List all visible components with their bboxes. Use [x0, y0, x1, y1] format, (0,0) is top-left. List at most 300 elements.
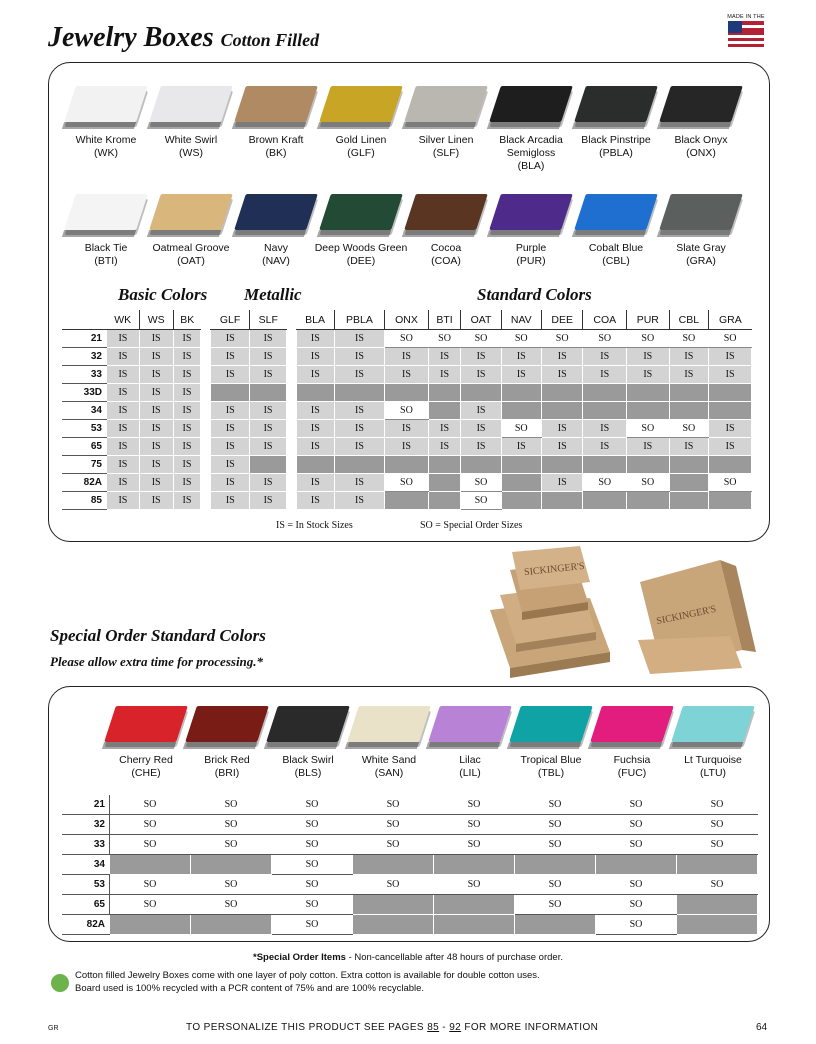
swatch-code: (CHE) [131, 767, 161, 779]
availability-cell: IS [541, 366, 583, 384]
swatch-bls [266, 698, 350, 788]
availability-cell [428, 456, 461, 474]
swatch-wk [64, 78, 148, 168]
availability-cell: IS [428, 348, 461, 366]
swatch-name: White Krome [75, 134, 137, 146]
availability-cell [583, 456, 627, 474]
availability-cell [677, 915, 758, 935]
swatch-box-image [347, 706, 431, 742]
column-group-gap [286, 384, 296, 402]
availability-cell [627, 492, 670, 510]
swatch-name: Black Tie [84, 242, 128, 254]
column-header-nav: NAV [501, 310, 541, 330]
row-size-label: 82A [62, 915, 110, 935]
availability-cell [583, 492, 627, 510]
swatch-code: (DEE) [346, 255, 376, 267]
swatch-code: (WS) [179, 147, 203, 159]
swatch-name: Black Arcadia Semigloss [499, 134, 563, 159]
column-group-gap [201, 384, 211, 402]
availability-cell [501, 402, 541, 420]
swatch-label [483, 134, 579, 173]
availability-cell: SO [110, 815, 191, 835]
availability-cell: IS [107, 420, 140, 438]
swatch-name: Brown Kraft [248, 134, 304, 146]
availability-cell [515, 855, 596, 875]
swatch-gra [659, 186, 743, 276]
availability-cell: SO [515, 795, 596, 815]
column-group-gap [286, 456, 296, 474]
special-order-note-text: - Non-cancellable after 48 hours of purchase order. [345, 952, 563, 963]
swatch-box-image [319, 86, 403, 122]
swatch-label [143, 134, 239, 160]
page-number: 64 [756, 1022, 768, 1033]
availability-cell [353, 915, 434, 935]
availability-cell: IS [250, 438, 287, 456]
availability-cell: IS [139, 420, 173, 438]
availability-cell [709, 456, 752, 474]
availability-cell [385, 384, 429, 402]
table-row [62, 474, 752, 492]
availability-cell: SO [461, 474, 501, 492]
availability-cell [541, 402, 583, 420]
legend-in-stock: IS = In Stock Sizes [276, 520, 353, 531]
availability-cell: SO [272, 815, 353, 835]
availability-cell: IS [583, 366, 627, 384]
availability-cell: IS [583, 348, 627, 366]
availability-cell: SO [669, 330, 709, 348]
availability-cell: SO [110, 835, 191, 855]
availability-cell: SO [501, 420, 541, 438]
availability-cell: SO [677, 795, 758, 815]
swatch-code: (WK) [94, 147, 118, 159]
availability-cell: IS [669, 438, 709, 456]
availability-cell [334, 384, 384, 402]
availability-cell [428, 402, 461, 420]
availability-cell: SO [110, 875, 191, 895]
availability-cell: SO [434, 835, 515, 855]
column-group-gap [201, 420, 211, 438]
availability-cell [334, 456, 384, 474]
availability-cell: IS [385, 420, 429, 438]
column-header-wk: WK [107, 310, 140, 330]
availability-cell: IS [250, 474, 287, 492]
row-size-label: 53 [62, 875, 110, 895]
swatch-box-image [428, 706, 512, 742]
availability-cell: IS [139, 330, 173, 348]
swatch-box-image [489, 194, 573, 230]
availability-cell: IS [173, 366, 201, 384]
special-order-note [0, 952, 816, 963]
availability-cell: IS [250, 420, 287, 438]
availability-cell: SO [515, 875, 596, 895]
availability-cell [709, 384, 752, 402]
swatch-box-image [671, 706, 755, 742]
swatch-name: Deep Woods Green [314, 242, 408, 254]
header-corner [62, 310, 107, 330]
availability-cell: IS [709, 348, 752, 366]
swatch-label [143, 242, 239, 268]
title-subtitle: Cotton Filled [220, 30, 320, 50]
availability-cell: IS [211, 330, 250, 348]
availability-cell: IS [139, 366, 173, 384]
availability-cell [541, 384, 583, 402]
footer-text-pre: TO PERSONALIZE THIS PRODUCT SEE PAGES [186, 1022, 428, 1033]
availability-cell: IS [211, 492, 250, 510]
swatch-label [398, 242, 494, 268]
availability-cell [627, 384, 670, 402]
availability-cell: SO [434, 875, 515, 895]
swatch-code: (TBL) [537, 767, 565, 779]
swatch-box-image [149, 86, 233, 122]
availability-cell: SO [272, 835, 353, 855]
availability-cell: IS [139, 384, 173, 402]
availability-cell: IS [107, 456, 140, 474]
column-header-coa: COA [583, 310, 627, 330]
swatch-code: (BK) [265, 147, 287, 159]
availability-cell: IS [211, 438, 250, 456]
availability-cell: IS [541, 348, 583, 366]
row-size-label: 65 [62, 438, 107, 456]
row-size-label: 34 [62, 855, 110, 875]
availability-cell: IS [334, 492, 384, 510]
column-group-gap [286, 330, 296, 348]
swatch-name: Cherry Red [119, 754, 173, 766]
swatch-pbla [574, 78, 658, 168]
swatch-name: Tropical Blue [520, 754, 582, 766]
column-header-bk: BK [173, 310, 201, 330]
swatch-code: (FUC) [617, 767, 647, 779]
swatch-label [228, 242, 324, 268]
table-row [62, 492, 752, 510]
swatch-box-image [509, 706, 593, 742]
availability-cell: SO [353, 815, 434, 835]
made-in-usa-badge [724, 14, 768, 50]
availability-cell: SO [353, 835, 434, 855]
availability-cell [541, 456, 583, 474]
availability-cell: IS [173, 438, 201, 456]
availability-cell: SO [709, 474, 752, 492]
availability-cell: IS [139, 438, 173, 456]
availability-cell [296, 456, 334, 474]
availability-cell: IS [107, 330, 140, 348]
swatch-onx [659, 78, 743, 168]
swatch-tbl [509, 698, 593, 788]
availability-cell: IS [627, 366, 670, 384]
column-group-gap [201, 474, 211, 492]
availability-cell [296, 384, 334, 402]
availability-cell: IS [211, 348, 250, 366]
availability-cell: IS [334, 420, 384, 438]
availability-cell: IS [428, 438, 461, 456]
swatch-che [104, 698, 188, 788]
swatch-code: (BLS) [294, 767, 322, 779]
availability-cell: IS [583, 438, 627, 456]
availability-cell: IS [211, 456, 250, 474]
availability-cell [669, 402, 709, 420]
availability-cell: SO [110, 895, 191, 915]
swatch-bri [185, 698, 269, 788]
availability-cell: IS [139, 348, 173, 366]
row-size-label: 33 [62, 835, 110, 855]
availability-cell: IS [107, 474, 140, 492]
swatch-san [347, 698, 431, 788]
column-group-gap [286, 402, 296, 420]
photo-brand-label-2: SICKINGER'S [655, 603, 718, 628]
availability-cell [110, 855, 191, 875]
availability-cell: IS [173, 384, 201, 402]
swatch-slf [404, 78, 488, 168]
availability-cell: IS [428, 366, 461, 384]
availability-cell: SO [669, 420, 709, 438]
availability-cell [461, 456, 501, 474]
availability-cell: IS [107, 402, 140, 420]
availability-cell: IS [173, 330, 201, 348]
swatch-name: Cobalt Blue [588, 242, 644, 254]
swatch-lil [428, 698, 512, 788]
cotton-note-line1: Cotton filled Jewelry Boxes come with one layer of poly cotton. Extra cotton is available for double cotton uses. [75, 970, 540, 981]
availability-cell [515, 915, 596, 935]
swatch-name: Fuchsia [613, 754, 651, 766]
availability-cell [110, 915, 191, 935]
table-row [62, 348, 752, 366]
availability-cell: IS [107, 492, 140, 510]
swatch-bti [64, 186, 148, 276]
availability-cell [434, 895, 515, 915]
availability-cell: IS [334, 348, 384, 366]
swatch-name: Black Pinstripe [581, 134, 651, 146]
table-row [62, 815, 758, 835]
column-group-gap [201, 310, 211, 330]
swatch-fuc [590, 698, 674, 788]
swatch-box-image [319, 194, 403, 230]
swatch-code: (COA) [431, 255, 461, 267]
availability-cell: SO [501, 330, 541, 348]
footer-page-link-b[interactable]: 92 [449, 1022, 462, 1033]
availability-cell: IS [709, 366, 752, 384]
availability-cell: SO [596, 835, 677, 855]
availability-cell: SO [385, 330, 429, 348]
column-header-pur: PUR [627, 310, 670, 330]
availability-cell: IS [296, 348, 334, 366]
availability-cell: SO [353, 795, 434, 815]
swatch-bk [234, 78, 318, 168]
column-group-gap [286, 310, 296, 330]
swatch-box-image [574, 86, 658, 122]
availability-cell: IS [173, 474, 201, 492]
availability-cell [669, 492, 709, 510]
availability-cell [385, 456, 429, 474]
swatch-name: Black Onyx [674, 134, 728, 146]
availability-cell: IS [173, 348, 201, 366]
availability-cell: SO [385, 474, 429, 492]
availability-cell [501, 474, 541, 492]
availability-cell: SO [627, 474, 670, 492]
swatch-name: Navy [264, 242, 288, 254]
column-group-gap [286, 438, 296, 456]
availability-cell [353, 895, 434, 915]
availability-cell [434, 915, 515, 935]
availability-cell: SO [596, 895, 677, 915]
swatch-name: White Swirl [164, 134, 218, 146]
table-row [62, 402, 752, 420]
column-header-bla: BLA [296, 310, 334, 330]
swatch-name: Oatmeal Groove [152, 242, 230, 254]
availability-cell: IS [334, 438, 384, 456]
availability-cell: IS [250, 366, 287, 384]
availability-cell [501, 384, 541, 402]
availability-cell: SO [709, 330, 752, 348]
availability-cell: IS [296, 366, 334, 384]
availability-cell [353, 855, 434, 875]
availability-cell: IS [334, 402, 384, 420]
photo-brand-label: SICKINGER'S [523, 560, 586, 579]
cotton-note-line2: Board used is 100% recycled with a PCR content of 75% and are 100% recyclable. [75, 983, 425, 994]
availability-cell: IS [334, 330, 384, 348]
availability-cell: SO [583, 474, 627, 492]
availability-cell: IS [334, 366, 384, 384]
column-header-dee: DEE [541, 310, 583, 330]
column-group-gap [286, 420, 296, 438]
availability-cell [669, 384, 709, 402]
swatch-box-image [659, 86, 743, 122]
column-group-gap [286, 366, 296, 384]
availability-cell: SO [191, 815, 272, 835]
column-group-gap [286, 492, 296, 510]
availability-cell: SO [677, 875, 758, 895]
availability-cell: IS [107, 366, 140, 384]
column-header-cbl: CBL [669, 310, 709, 330]
availability-cell: IS [250, 492, 287, 510]
column-group-gap [201, 402, 211, 420]
availability-cell: IS [211, 402, 250, 420]
availability-cell: SO [191, 895, 272, 915]
availability-cell: SO [191, 835, 272, 855]
table-row [62, 795, 758, 815]
availability-cell: IS [211, 420, 250, 438]
row-size-label: 33D [62, 384, 107, 402]
row-size-label: 34 [62, 402, 107, 420]
availability-cell: SO [596, 815, 677, 835]
swatch-coa [404, 186, 488, 276]
availability-cell: SO [677, 815, 758, 835]
availability-cell [583, 384, 627, 402]
row-size-label: 53 [62, 420, 107, 438]
swatch-bla [489, 78, 573, 172]
availability-cell: IS [107, 384, 140, 402]
swatch-cbl [574, 186, 658, 276]
availability-cell: IS [173, 456, 201, 474]
table-row [62, 855, 758, 875]
column-group-gap [201, 492, 211, 510]
swatch-box-image [234, 194, 318, 230]
swatch-label [665, 754, 761, 780]
availability-cell: SO [515, 895, 596, 915]
availability-cell: SO [428, 330, 461, 348]
availability-cell: IS [627, 348, 670, 366]
availability-cell [501, 456, 541, 474]
availability-cell: IS [296, 420, 334, 438]
availability-cell [709, 492, 752, 510]
swatch-name: Black Swirl [282, 754, 334, 766]
availability-cell: IS [669, 366, 709, 384]
availability-cell: SO [515, 835, 596, 855]
availability-cell [434, 855, 515, 875]
swatch-box-image [489, 86, 573, 122]
swatch-code: (GRA) [686, 255, 716, 267]
availability-cell [191, 855, 272, 875]
column-group-gap [201, 456, 211, 474]
column-header-pbla: PBLA [334, 310, 384, 330]
row-size-label: 33 [62, 366, 107, 384]
availability-cell [385, 492, 429, 510]
availability-cell: IS [173, 420, 201, 438]
swatch-name: Lt Turquoise [684, 754, 742, 766]
availability-table [62, 310, 752, 510]
availability-cell [211, 384, 250, 402]
column-group-gap [201, 348, 211, 366]
title-main: Jewelry Boxes [48, 22, 214, 53]
swatch-oat [149, 186, 233, 276]
swatch-label [483, 242, 579, 268]
swatch-name: White Sand [361, 754, 417, 766]
column-group-gap [201, 438, 211, 456]
availability-cell: IS [709, 438, 752, 456]
swatch-name: Gold Linen [335, 134, 387, 146]
availability-cell [428, 492, 461, 510]
availability-cell: IS [139, 402, 173, 420]
availability-cell: IS [107, 348, 140, 366]
availability-cell: SO [541, 330, 583, 348]
availability-cell [461, 384, 501, 402]
swatch-code: (LIL) [459, 767, 481, 779]
swatch-box-image [574, 194, 658, 230]
availability-cell: SO [677, 835, 758, 855]
column-header-slf: SLF [250, 310, 287, 330]
swatch-code: (BLA) [517, 160, 545, 172]
availability-cell: IS [107, 438, 140, 456]
footer-dash: - [439, 1022, 450, 1033]
swatch-glf [319, 78, 403, 168]
availability-cell: SO [596, 795, 677, 815]
special-order-subtitle: Please allow extra time for processing.* [50, 654, 264, 669]
availability-cell: SO [461, 492, 501, 510]
availability-cell [677, 895, 758, 915]
swatch-code: (OAT) [177, 255, 205, 267]
availability-cell: IS [501, 348, 541, 366]
heading-basic-colors: Basic Colors [118, 285, 208, 304]
availability-cell [627, 456, 670, 474]
availability-cell [709, 402, 752, 420]
table-row [62, 384, 752, 402]
row-size-label: 32 [62, 815, 110, 835]
swatch-box-image [149, 194, 233, 230]
availability-cell: IS [428, 420, 461, 438]
table-row [62, 366, 752, 384]
swatch-box-image [185, 706, 269, 742]
column-header-onx: ONX [385, 310, 429, 330]
row-size-label: 21 [62, 330, 107, 348]
availability-cell: IS [296, 402, 334, 420]
table-row [62, 456, 752, 474]
row-size-label: 85 [62, 492, 107, 510]
swatch-box-image [64, 194, 148, 230]
swatch-box-image [404, 194, 488, 230]
swatch-box-image [104, 706, 188, 742]
availability-cell [191, 915, 272, 935]
column-group-gap [286, 474, 296, 492]
footer-page-link-a[interactable]: 85 [427, 1022, 440, 1033]
column-group-gap [286, 348, 296, 366]
